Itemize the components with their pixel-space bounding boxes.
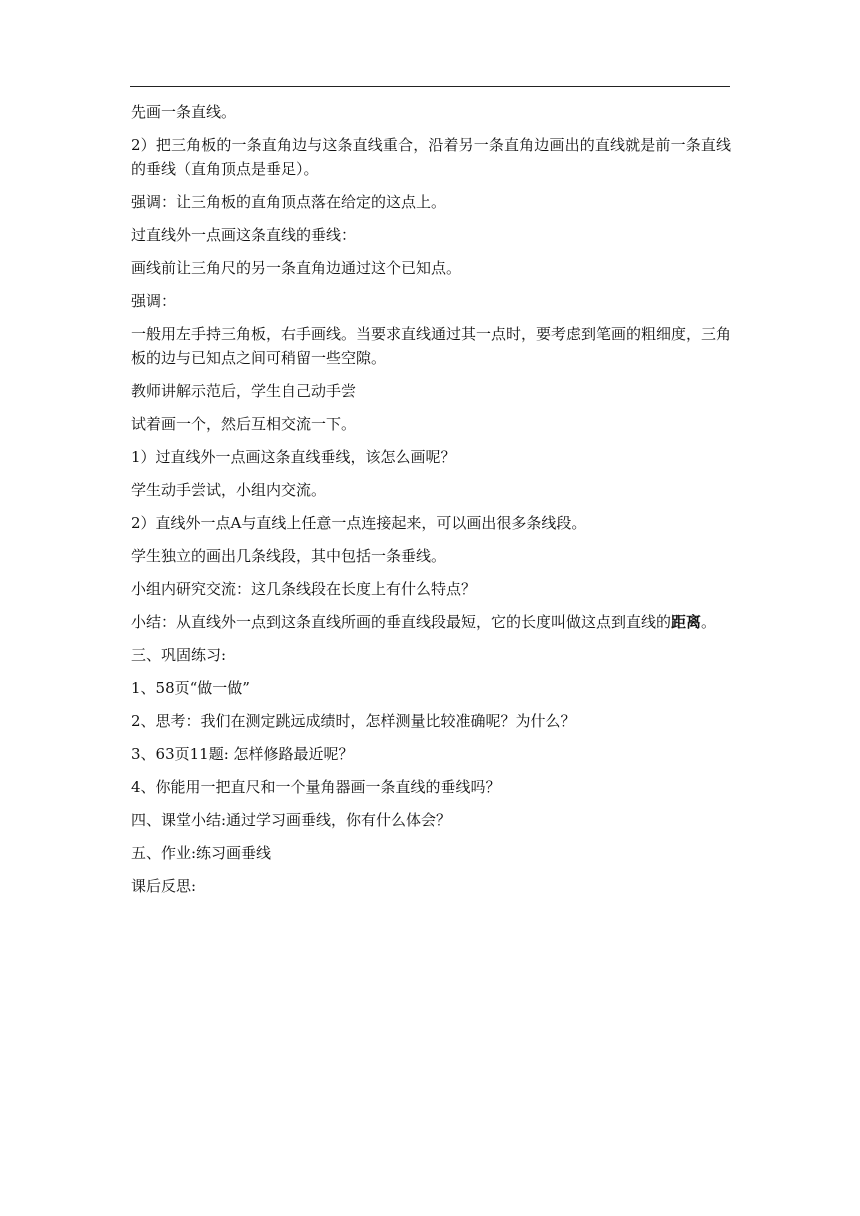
paragraph: 过直线外一点画这条直线的垂线： <box>131 226 357 244</box>
exercise-item: 3、63页11题: 怎样修路最近呢？ <box>131 745 354 763</box>
paragraph: 小组内研究交流：这几条线段在长度上有什么特点？ <box>131 580 477 598</box>
section-heading: 三、巩固练习: <box>131 646 227 664</box>
paragraph: 学生动手尝试，小组内交流。 <box>131 481 327 499</box>
summary-text: 小结：从直线外一点到这条直线所画的垂直线段最短，它的长度叫做这点到直线的 <box>131 613 672 631</box>
exercise-item: 4、你能用一把直尺和一个量角器画一条直线的垂线吗？ <box>131 778 501 796</box>
summary-keyword: 距离 <box>671 613 702 631</box>
paragraph: 2）直线外一点A与直线上任意一点连接起来，可以画出很多条线段。 <box>131 514 587 532</box>
section-heading: 四、课堂小结:通过学习画垂线，你有什么体会？ <box>131 811 452 829</box>
header-rule <box>130 86 730 87</box>
section-heading: 五、作业:练习画垂线 <box>131 844 272 862</box>
exercise-item: 1、58页“做一做” <box>131 679 250 697</box>
reflection-label: 课后反思: <box>131 877 197 895</box>
paragraph: 学生独立的画出几条线段，其中包括一条垂线。 <box>131 547 447 565</box>
paragraph: 先画一条直线。 <box>131 103 237 121</box>
paragraph: 一般用左手持三角板，右手画线。当要求直线通过其一点时，要考虑到笔画的粗细度，三角板的边与已知点之间可稍留一些空隙。 <box>131 325 732 367</box>
exercise-item: 2、思考：我们在测定跳远成绩时，怎样测量比较准确呢？为什么？ <box>131 712 576 730</box>
document-body <box>131 100 731 907</box>
paragraph: 试着画一个，然后互相交流一下。 <box>131 415 357 433</box>
paragraph: 强调：让三角板的直角顶点落在给定的这点上。 <box>131 193 447 211</box>
paragraph: 教师讲解示范后，学生自己动手尝 <box>131 382 357 400</box>
paragraph: 1）过直线外一点画这条直线垂线，该怎么画呢？ <box>131 448 456 466</box>
paragraph: 2）把三角板的一条直角边与这条直线重合，沿着另一条直角边画出的直线就是前一条直线的垂线（直角顶点是垂足）。 <box>131 136 731 178</box>
paragraph: 强调： <box>131 292 177 310</box>
paragraph: 画线前让三角尺的另一条直角边通过这个已知点。 <box>131 259 462 277</box>
summary-suffix: 。 <box>701 613 717 631</box>
summary-paragraph <box>131 610 731 634</box>
